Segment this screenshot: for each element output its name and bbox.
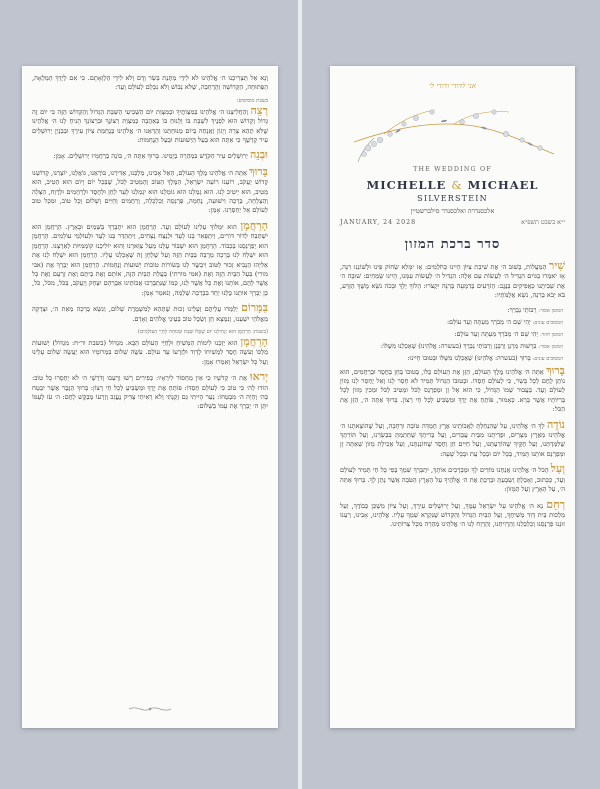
text-uvnei: יְרוּשָׁלַיִם עִיר הַקֹּדֶשׁ בִּמְהֵרָה בְיָמֵינוּ. בָּרוּךְ אַתָּה ה׳, בּוֹנֵה בְרַחֲמָיו יְרוּשָׁלַיִם. אָמֵן: bbox=[53, 152, 248, 161]
response-text: יְהִי שֵׁם ה׳ מְבֹרָךְ מֵעַתָּה וְעַד עוֹלָם: bbox=[454, 329, 539, 338]
paragraph-yiru bbox=[32, 372, 268, 412]
drop-word-veal: וְעַל bbox=[550, 462, 565, 476]
text-baruch: אַתָּה ה׳ אֱלֹהֵינוּ מֶלֶךְ הָעוֹלָם, הָאֵל אָבִינוּ, מַלְכֵּנוּ, אַדִּירֵנוּ, בּוֹרְאֵנוּ, גּוֹאֲלֵנוּ, יוֹצְרֵנוּ, קְדוֹשֵׁנוּ קְדוֹשׁ יַעֲקֹב, רוֹעֵנוּ רוֹעֵה יִשְׂרָאֵל, הַמֶּלֶךְ הַטּוֹב וְהַמֵּטִיב לַכֹּל, שֶׁבְּכָל יוֹם וָיוֹם הוּא הֵטִיב, הוּא מֵטִיב, הוּא יֵיטִיב לָנוּ. הוּא גְמָלָנוּ הוּא גוֹמְלֵנוּ הוּא יִגְמְלֵנוּ לָעַד לְחֵן וּלְחֶסֶד וּלְרַחֲמִים וּלְרֶוַח, הַצָּלָה וְהַצְלָחָה, בְּרָכָה וִישׁוּעָה, נֶחָמָה, פַּרְנָסָה וְכַלְכָּלָה, וְרַחֲמִים וְחַיִּים וְשָׁלוֹם וְכָל טוֹב, וּמִכָּל טוּב לְעוֹלָם אַל יְחַסְּרֵנוּ. אָמֵן: bbox=[32, 168, 268, 215]
bencher-back-card bbox=[22, 66, 278, 728]
scroll-flourish-icon bbox=[22, 699, 278, 718]
drop-word-uvnei: וּבְנֵה bbox=[249, 148, 268, 162]
drop-word-shir: שִׁיר bbox=[548, 259, 565, 272]
note-bamarom: (בשבת: הָרַחֲמָן הוּא יַנְחִילֵנוּ יוֹם שֶׁכֻּלּוֹ שַׁבָּת וּמְנוּחָה לְחַיֵּי הָעוֹלָמִים) bbox=[137, 328, 268, 335]
text-yiru: אֶת ה׳ קְדֹשָׁיו כִּי אֵין מַחְסוֹר לִירֵאָיו: כְּפִירִים רָשׁוּ וְרָעֵבוּ וְדֹרְשֵׁי ה׳ לֹא יַחְסְרוּ כָל טוֹב: הוֹדוּ לַה׳ כִּי טוֹב כִּי לְעוֹלָם חַסְדּוֹ: פּוֹתֵחַ אֶת יָדֶךָ וּמַשְׂבִּיעַ לְכָל חַי רָצוֹן: בָּרוּךְ הַגֶּבֶר אֲשֶׁר יִבְטַח בַּה׳ וְהָיָה ה׳ מִבְטַחוֹ: נַעַר הָיִיתִי גַּם זָקַנְתִּי וְלֹא רָאִיתִי צַדִּיק נֶעֱזָב וְזַרְעוֹ מְבַקֶּשׁ לָחֶם: ה׳ עֹז לְעַמּוֹ יִתֵּן ה׳ יְבָרֵךְ אֶת עַמּוֹ בַשָּׁלוֹם: bbox=[32, 374, 268, 411]
couple-names bbox=[330, 178, 575, 192]
paragraph-bamarom bbox=[32, 303, 268, 324]
bencher-front-card bbox=[330, 66, 575, 728]
paragraph-nodeh bbox=[340, 417, 565, 460]
paragraph-baruch-hazan bbox=[340, 363, 565, 415]
ampersand: & bbox=[451, 178, 463, 192]
drop-word-nodeh: נוֹדֶה bbox=[546, 417, 565, 431]
text-veal: הַכֹּל ה׳ אֱלֹהֵינוּ אֲנַחְנוּ מוֹדִים לָךְ וּמְבָרְכִים אוֹתָךְ, יִתְבָּרַךְ שִׁמְךָ בְּפִי כָּל חַי תָּמִיד לְעוֹלָם וָעֶד, כַּכָּתוּב, וְאָכַלְתָּ וְשָׂבָעְתָּ וּבֵרַכְתָּ אֶת ה׳ אֱלֹהֶיךָ עַל הָאָרֶץ הַטֹּבָה אֲשֶׁר נָתַן לָךְ. בָּרוּךְ אַתָּה ה׳, עַל הָאָרֶץ וְעַל הַמָּזוֹן: bbox=[340, 466, 565, 494]
speaker-label: המסובים עונים: bbox=[532, 319, 563, 326]
response-text: בִּרְשׁוּת מָרָנָן וְרַבָּנָן וְרַבּוֹתַי נְבָרֵךְ (בעשרה: אֱלֹהֵינוּ) שֶׁאָכַלְנוּ מִשֶּׁלּוֹ: bbox=[380, 341, 537, 350]
drop-word-harachaman-2: הָרַחֲמָן bbox=[240, 334, 268, 348]
couple-verse: אני לדודי ודודי לי bbox=[429, 82, 476, 90]
text-rachem: נָא ה׳ אֱלֹהֵינוּ עַל יִשְׂרָאֵל עַמֶּךָ, וְעַל יְרוּשָׁלַיִם עִירֶךָ, וְעַל צִיּוֹן מִשְׁכַּן כְּבוֹדֶךָ, וְעַל מַלְכוּת בֵּית דָּוִד מְשִׁיחֶךָ, וְעַל הַבַּיִת הַגָּדוֹל וְהַקָּדוֹשׁ שֶׁנִּקְרָא שִׁמְךָ עָלָיו. אֱלֹהֵינוּ, אָבִינוּ, רְעֵנוּ זוּנֵנוּ פַרְנְסֵנוּ וְכַלְכְּלֵנוּ וְהַרְוִיחֵנוּ, וְהַרְוַח לָנוּ ה׳ אֱלֹהֵינוּ מְהֵרָה מִכָּל צָרוֹתֵינוּ. bbox=[340, 501, 565, 529]
text-retzei: וְהַחֲלִיצֵנוּ ה׳ אֱלֹהֵינוּ בְּמִצְוֹתֶיךָ וּבְמִצְוַת יוֹם הַשְּׁבִיעִי הַשַּׁבָּת הַגָּדוֹל וְהַקָּדוֹשׁ הַזֶּה כִּי יוֹם זֶה גָּדוֹל וְקָדוֹשׁ הוּא לְפָנֶיךָ לִשְׁבָּת בּוֹ וְלָנוּחַ בּוֹ בְּאַהֲבָה כְּמִצְוַת רְצוֹנֶךָ וּבִרְצוֹנְךָ הָנִיחַ לָנוּ ה׳ אֱלֹהֵינוּ שֶׁלֹּא תְהֵא צָרָה וְיָגוֹן וַאֲנָחָה בְּיוֹם מְנוּחָתֵנוּ וְהַרְאֵנוּ ה׳ אֱלֹהֵינוּ בְּנֶחָמַת צִיּוֹן עִירֶךָ וּבְבִנְיַן יְרוּשָׁלַיִם עִיר קָדְשֶׁךָ כִּי אַתָּה הוּא בַּעַל הַיְשׁוּעוֹת וּבַעַל הַנֶּחָמוֹת: bbox=[32, 107, 268, 145]
hebrew-names: אלכסנדרה ואלכסנדר סילברשטיין bbox=[410, 207, 495, 215]
response-line-4 bbox=[342, 342, 563, 352]
paragraph-baruch bbox=[32, 164, 268, 216]
date-english: JANUARY, 24 2028 bbox=[340, 219, 417, 226]
response-line-5 bbox=[342, 354, 563, 364]
text-shir: הַמַּעֲלוֹת, בְּשׁוּב ה׳ אֶת שִׁיבַת צִיּוֹן הָיִינוּ כְּחֹלְמִים: אָז יִמָּלֵא שְׂחוֹק פִּינוּ וּלְשׁוֹנֵנוּ רִנָּה, אָז יֹאמְרוּ בַגּוֹיִם הִגְדִּיל ה׳ לַעֲשׂוֹת עִם אֵלֶּה: הִגְדִּיל ה׳ לַעֲשׂוֹת עִמָּנוּ, הָיִינוּ שְׂמֵחִים: שׁוּבָה ה׳ אֶת שְׁבִיתֵנוּ כַּאֲפִיקִים בַּנֶּגֶב: הַזֹּרְעִים בְּדִמְעָה בְּרִנָּה יִקְצֹרוּ: הָלוֹךְ יֵלֵךְ וּבָכֹה נֹשֵׂא מֶשֶׁךְ הַזָּרַע, בֹּא יָבֹא בְרִנָּה, נֹשֵׂא אֲלֻמֹּתָיו: bbox=[340, 263, 565, 300]
speaker-label: המזמן אומר: bbox=[538, 307, 563, 314]
text-bamarom: יְלַמְּדוּ עֲלֵיהֶם וְעָלֵינוּ זְכוּת שֶׁתְּהֵא לְמִשְׁמֶרֶת שָׁלוֹם, וְנִשָּׂא בְרָכָה מֵאֵת ה׳, וּצְדָקָה מֵאֱלֹהֵי יִשְׁעֵנוּ, וְנִמְצָא חֵן וְשֵׂכֶל טוֹב בְּעֵינֵי אֱלֹהִים וְאָדָם. bbox=[32, 305, 268, 323]
paragraph-opening: וְנָא אַל תַּצְרִיכֵנוּ ה׳ אֱלֹהֵינוּ לֹא לִידֵי מַתְּנַת בָּשָׂר וָדָם וְלֹא לִידֵי הַלְוָאָתָם. כִּי אִם לְיָדְךָ הַמְּלֵאָה, הַפְּתוּחָה, הַקְּדוֹשָׁה וְהָרְחָבָה, שֶׁלֹּא נֵבוֹשׁ וְלֹא נִכָּלֵם לְעוֹלָם וָעֶד: bbox=[32, 74, 268, 92]
text-nodeh: לְךָ ה׳ אֱלֹהֵינוּ, עַל שֶׁהִנְחַלְתָּ לַאֲבוֹתֵינוּ אֶרֶץ חֶמְדָּה טוֹבָה וּרְחָבָה, וְעַל שֶׁהוֹצֵאתָנוּ ה׳ אֱלֹהֵינוּ מֵאֶרֶץ מִצְרַיִם, וּפְדִיתָנוּ מִבֵּית עֲבָדִים, וְעַל בְּרִיתְךָ שֶׁחָתַמְתָּ בִּבְשָׂרֵנוּ, וְעַל תּוֹרָתְךָ שֶׁלִּמַּדְתָּנוּ, וְעַל חֻקֶּיךָ שֶׁהוֹדַעְתָּנוּ, וְעַל חַיִּים חֵן וָחֶסֶד שֶׁחוֹנַנְתָּנוּ, וְעַל אֲכִילַת מָזוֹן שָׁאַתָּה זָן וּמְפַרְנֵס אוֹתָנוּ תָּמִיד, בְּכָל יוֹם וּבְכָל עֵת וּבְכָל שָׁעָה: bbox=[340, 421, 565, 458]
text-harachaman: הוּא יִמְלוֹךְ עָלֵינוּ לְעוֹלָם וָעֶד. הָרַחֲמָן הוּא יִתְבָּרַךְ בַּשָּׁמַיִם וּבָאָרֶץ. הָרַחֲמָן הוּא יִשְׁתַּבַּח לְדוֹר דּוֹרִים, וְיִתְפָּאַר בָּנוּ לָעַד וּלְנֵצַח נְצָחִים, וְיִתְהַדַּר בָּנוּ לָעַד וּלְעוֹלְמֵי עוֹלָמִים. הָרַחֲמָן הוּא יְפַרְנְסֵנוּ בְּכָבוֹד. הָרַחֲמָן הוּא יִשְׁבּוֹר עֻלֵּנוּ מֵעַל צַוָּארֵנוּ וְהוּא יוֹלִיכֵנוּ קוֹמְמִיּוּת לְאַרְצֵנוּ. הָרַחֲמָן הוּא יִשְׁלַח לָנוּ בְּרָכָה מְרֻבָּה בַּבַּיִת הַזֶּה וְעַל שֻׁלְחָן זֶה שֶׁאָכַלְנוּ עָלָיו. הָרַחֲמָן הוּא יִשְׁלַח לָנוּ אֶת אֵלִיָּהוּ הַנָּבִיא זָכוּר לַטּוֹב וִיבַשֶּׂר לָנוּ בְּשׂוֹרוֹת טוֹבוֹת יְשׁוּעוֹת וְנֶחָמוֹת. הָרַחֲמָן הוּא יְבָרֵךְ אֶת (אבי מורי) בַּעַל הַבַּיִת הַזֶּה וְאֶת (אמי מורתי) בַּעֲלַת הַבַּיִת הַזֶּה, אוֹתָם וְאֶת בֵּיתָם וְאֶת זַרְעָם וְאֶת כָּל אֲשֶׁר לָהֶם, אוֹתָנוּ וְאֶת כָּל אֲשֶׁר לָנוּ, כְּמוֹ שֶׁנִּתְבָּרְכוּ אֲבוֹתֵינוּ אַבְרָהָם יִצְחָק וְיַעֲקֹב, בַּכֹּל, מִכֹּל, כֹּל, כֵּן יְבָרֵךְ אוֹתָנוּ כֻּלָּנוּ יַחַד בִּבְרָכָה שְׁלֵמָה, וְנֹאמַר אָמֵן: bbox=[32, 222, 268, 297]
drop-word-bamarom: בַּמָּרוֹם bbox=[241, 301, 268, 315]
speaker-label: המזמן אומר: bbox=[538, 343, 563, 350]
surname: SILVERSTEIN bbox=[417, 194, 488, 203]
drop-word-rachem: רַחֵם bbox=[546, 497, 565, 511]
text-harachaman-2: הוּא יְזַכֵּנוּ לִימוֹת הַמָּשִׁיחַ וּלְחַיֵּי הָעוֹלָם הַבָּא. מִגְדּוֹל (בשבת ור״ח: מִגְדּוֹל) יְשׁוּעוֹת מַלְכּוֹ וְעֹשֶׂה חֶסֶד לִמְשִׁיחוֹ לְדָוִד וּלְזַרְעוֹ עַד עוֹלָם. עֹשֶׂה שָׁלוֹם בִּמְרוֹמָיו הוּא יַעֲשֶׂה שָׁלוֹם עָלֵינוּ וְעַל כָּל יִשְׂרָאֵל וְאִמְרוּ אָמֵן: bbox=[32, 338, 268, 366]
left-card-body bbox=[22, 74, 278, 417]
first-name-1: MICHELLE bbox=[366, 178, 447, 192]
right-card-body bbox=[330, 261, 575, 535]
paragraph-uvnei bbox=[32, 150, 268, 161]
paragraph-harachaman bbox=[32, 218, 268, 298]
first-name-2: MICHAEL bbox=[467, 178, 539, 192]
paragraph-shir bbox=[340, 261, 565, 301]
response-line-1 bbox=[342, 306, 563, 316]
note-shabbat: בשבת מוסיפים: bbox=[236, 97, 268, 104]
response-text: בָּרוּךְ (בעשרה: אֱלֹהֵינוּ) שֶׁאָכַלְנוּ מִשֶּׁלּוֹ וּבְטוּבוֹ חָיִינוּ: bbox=[407, 353, 531, 362]
paragraph-harachaman-2 bbox=[32, 334, 268, 367]
response-line-3 bbox=[342, 330, 563, 340]
response-line-2 bbox=[342, 318, 563, 328]
text-baruch-hazan: אַתָּה ה׳ אֱלֹהֵינוּ מֶלֶךְ הָעוֹלָם, הַזָּן אֶת הָעוֹלָם כֻּלּוֹ, בְּטוּבוֹ בְּחֵן בְּחֶסֶד וּבְרַחֲמִים, הוּא נוֹתֵן לֶחֶם לְכָל בָּשָׂר, כִּי לְעוֹלָם חַסְדּוֹ. וּבְטוּבוֹ הַגָּדוֹל תָּמִיד לֹא חָסַר לָנוּ וְאַל יֶחְסַר לָנוּ מָזוֹן לְעוֹלָם וָעֶד. בַּעֲבוּר שְׁמוֹ הַגָּדוֹל, כִּי הוּא אֵל זָן וּמְפַרְנֵס לַכֹּל וּמֵטִיב לַכֹּל וּמֵכִין מָזוֹן לְכָל בְּרִיּוֹתָיו אֲשֶׁר בָּרָא. כָּאָמוּר, פּוֹתֵחַ אֶת יָדֶךָ וּמַשְׂבִּיעַ לְכָל חַי רָצוֹן. בָּרוּךְ אַתָּה ה׳, הַזָּן אֶת הַכֹּל: bbox=[340, 367, 565, 414]
page-title: סדר ברכת המזון bbox=[404, 237, 501, 252]
drop-word-harachaman: הָרַחֲמָן bbox=[240, 218, 268, 232]
floral-sprig-icon bbox=[344, 104, 561, 164]
paragraph-rachem bbox=[340, 497, 565, 530]
drop-word-retzei: רְצֵה bbox=[250, 103, 268, 117]
response-text: רַבּוֹתַי נְבָרֵךְ: bbox=[507, 305, 537, 314]
speaker-label: המסובים עונים: bbox=[532, 355, 563, 362]
paragraph-veal bbox=[340, 464, 565, 494]
speaker-label: המזמן חוזר: bbox=[540, 331, 563, 338]
drop-word-baruch: בָּרוּךְ bbox=[249, 164, 268, 178]
response-text: יְהִי שֵׁם ה׳ מְבֹרָךְ מֵעַתָּה וְעַד עוֹלָם: bbox=[446, 317, 531, 326]
date-hebrew: י״א בשבט תשפ״א bbox=[521, 219, 565, 226]
wedding-of-label: THE WEDDING OF bbox=[413, 166, 492, 173]
drop-word-yiru: יְראוּ bbox=[249, 370, 268, 384]
drop-word-baruch-hazan: בָּרוּךְ bbox=[546, 363, 565, 377]
paragraph-retzei bbox=[32, 103, 268, 146]
